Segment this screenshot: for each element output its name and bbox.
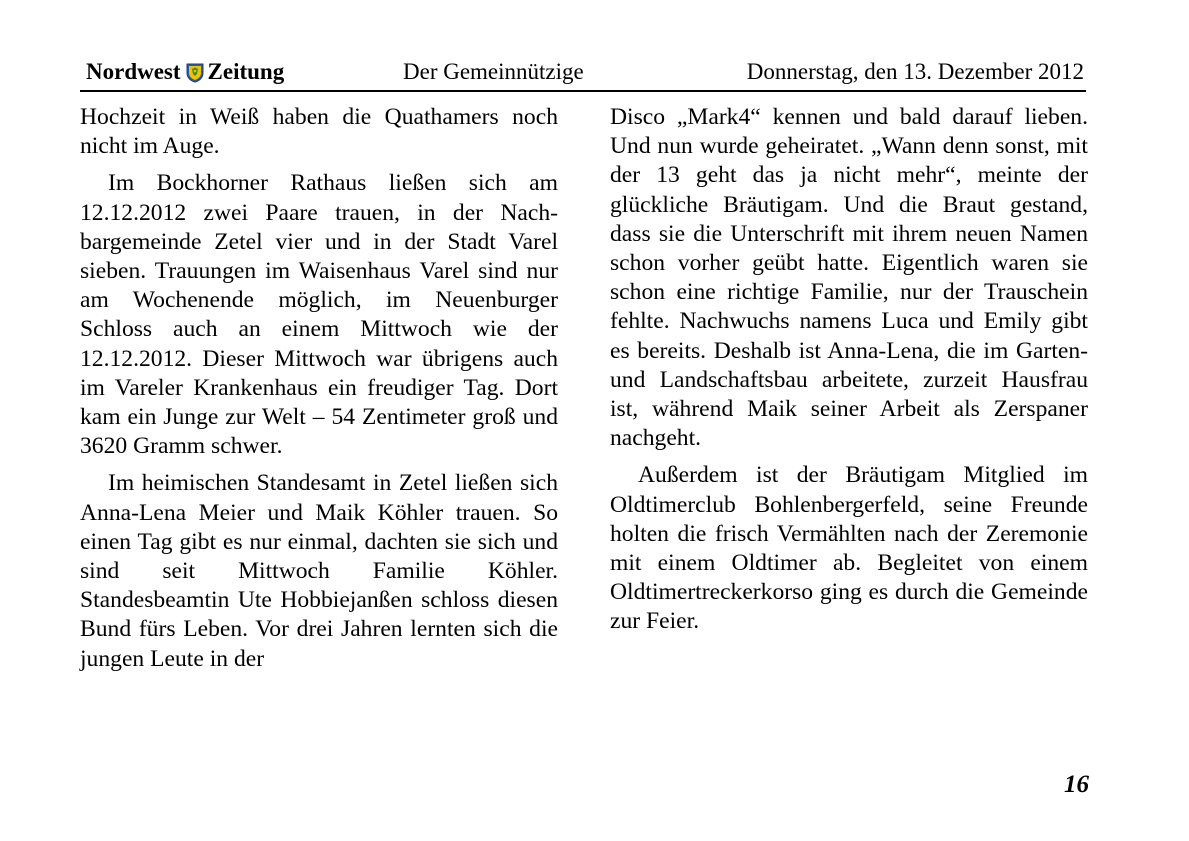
paragraph: Außerdem ist der Bräutigam Mitglied im Oldtimerclub Bohlenbergerfeld, seine Freunde holten die frisch Vermählten nach der Zeremonie mit einem Oldtimer ab. Begleitet von einem Oldtimertreckerkorso ging es durch die Gemeinde zur Feier.	[610, 462, 1088, 635]
article-column-left	[80, 103, 558, 682]
paragraph: Im heimischen Standesamt in Zetel ließen sich Anna-Lena Meier und Maik Köhler trauen. So einen Tag gibt es nur einmal, dachten sie sich und sind seit Mittwoch Familie Köhler. Standesbeamtin Ute Hobbiejanßen schloss diesen Bund fürs Leben. Vor drei Jahren lernten sich die jungen Leute in der	[80, 470, 558, 672]
header-divider	[80, 90, 1086, 92]
brand-name-part1: Nordwest	[86, 59, 181, 84]
brand-name-part2: Zeitung	[207, 59, 285, 84]
page-header	[86, 58, 1086, 88]
article-column-right	[610, 103, 1088, 645]
newspaper-brand	[86, 58, 284, 86]
paragraph: Disco „Mark4“ kennen und bald darauf lieben. Und nun wurde geheiratet. „Wann denn sonst, mit der 13 geht das ja nicht mehr“, meinte der glückliche Bräutigam. Und die Braut gestand, dass sie die Unterschrift mit ihrem neuen Namen schon vorher geübt hatte. Eigentlich waren sie schon eine richtige Familie, nur der Trauschein fehlte. Nachwuchs namens Luca und Emily gibt es bereits. Deshalb ist Anna-Lena, die im Garten- und Landschaftsbau arbeitete, zurzeit Hausfrau ist, während Maik seiner Arbeit als Zerspaner nachgeht.	[610, 104, 1088, 452]
publication-name: Der Gemeinnützige	[403, 59, 584, 84]
paragraph: Im Bockhorner Rathaus ließen sich am 12.12.2012 zwei Paare trauen, in der Nachbargemeinde Zetel vier und in der Stadt Varel sieben. Trauungen im Waisenhaus Varel sind nur am Wochenende möglich, im Neuenburger Schloss auch an einem Mittwoch wie der 12.12.2012. Dieser Mittwoch war übrigens auch im Vareler Krankenhaus ein freudiger Tag. Dort kam ein Junge zur Welt – 54 Zentimeter groß und 3620 Gramm schwer.	[80, 170, 558, 460]
coat-of-arms-icon	[186, 63, 204, 83]
issue-date: Donnerstag, den 13. Dezember 2012	[746, 59, 1084, 84]
page-number: 16	[1064, 771, 1089, 798]
paragraph: Hochzeit in Weiß haben die Quathamers noch nicht im Auge.	[80, 104, 558, 160]
